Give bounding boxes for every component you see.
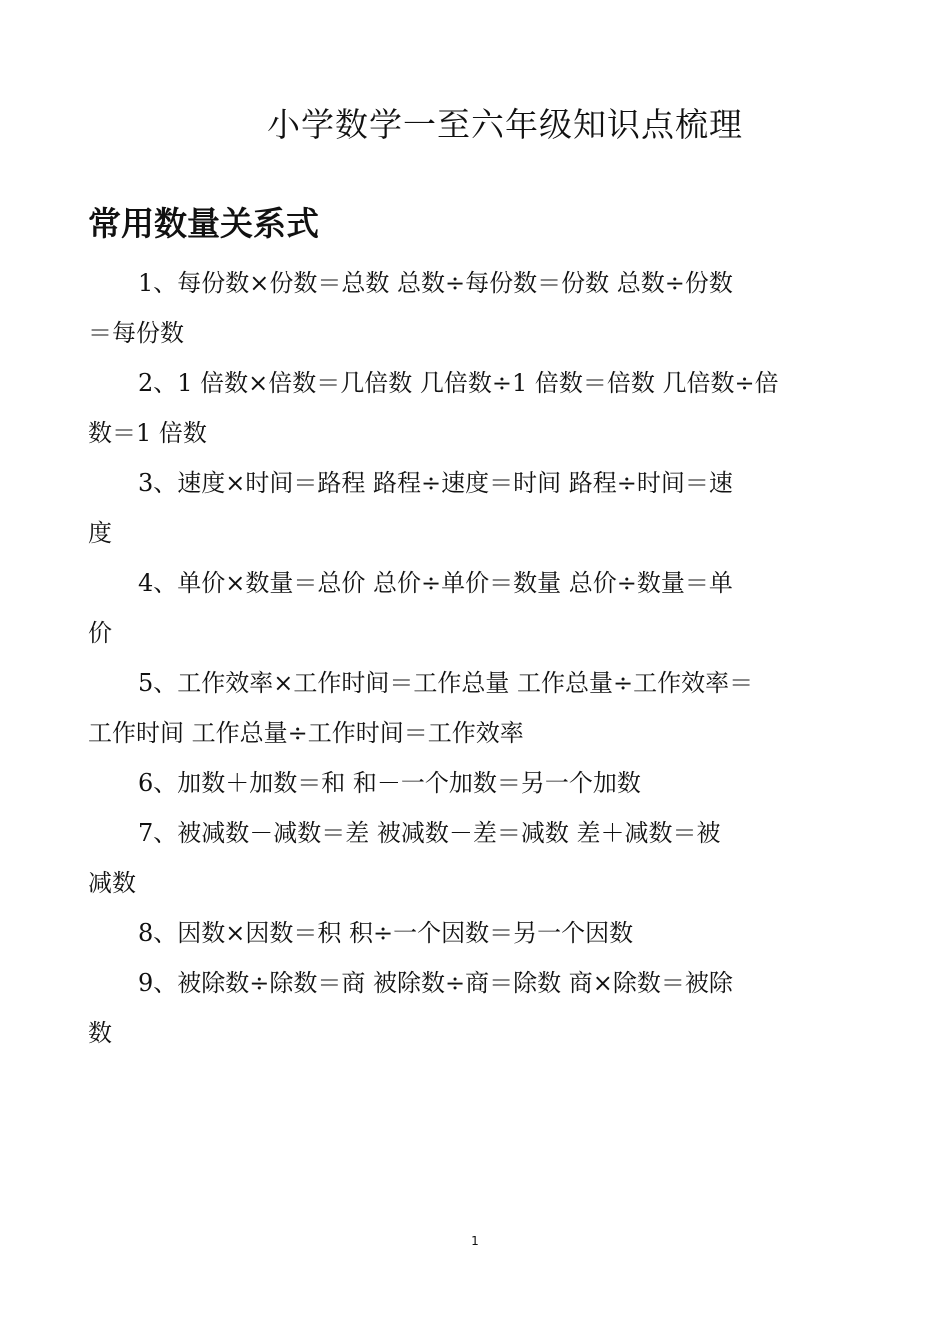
page-number: 1: [471, 1234, 479, 1248]
formula-item: [88, 358, 864, 458]
formula-line: 7、被减数－减数＝差 被减数－差＝减数 差＋减数＝被: [138, 819, 721, 847]
formula-item: [88, 958, 864, 1058]
formula-line: 9、被除数÷除数＝商 被除数÷商＝除数 商×除数＝被除: [138, 969, 733, 997]
formula-item: [88, 658, 864, 758]
formula-item: [88, 458, 864, 558]
formula-line: 5、工作效率×工作时间＝工作总量 工作总量÷工作效率＝: [138, 669, 754, 697]
formula-item: [88, 808, 864, 908]
formula-continuation: 数＝1 倍数: [88, 419, 207, 447]
formula-line: 6、加数＋加数＝和 和－一个加数＝另一个加数: [138, 769, 641, 797]
formula-continuation: 价: [88, 619, 112, 647]
formula-item: [88, 908, 864, 958]
formula-line: 1、每份数×份数＝总数 总数÷每份数＝份数 总数÷份数: [138, 269, 733, 297]
formula-continuation: ＝每份数: [88, 319, 184, 347]
formula-continuation: 减数: [88, 869, 136, 897]
formula-continuation: 工作时间 工作总量÷工作时间＝工作效率: [88, 719, 524, 747]
formula-line: 2、1 倍数×倍数＝几倍数 几倍数÷1 倍数＝倍数 几倍数÷倍: [138, 369, 779, 397]
formula-line: 8、因数×因数＝积 积÷一个因数＝另一个因数: [138, 919, 634, 947]
formula-continuation: 度: [88, 519, 112, 547]
formula-line: 3、速度×时间＝路程 路程÷速度＝时间 路程÷时间＝速: [138, 469, 733, 497]
formula-item: [88, 758, 864, 808]
formula-item: [88, 258, 864, 358]
formula-list: [88, 258, 864, 1058]
formula-continuation: 数: [88, 1019, 112, 1047]
section-heading: 常用数量关系式: [88, 204, 319, 243]
formula-item: [88, 558, 864, 658]
formula-line: 4、单价×数量＝总价 总价÷单价＝数量 总价÷数量＝单: [138, 569, 733, 597]
document-title: 小学数学一至六年级知识点梳理: [267, 105, 743, 144]
